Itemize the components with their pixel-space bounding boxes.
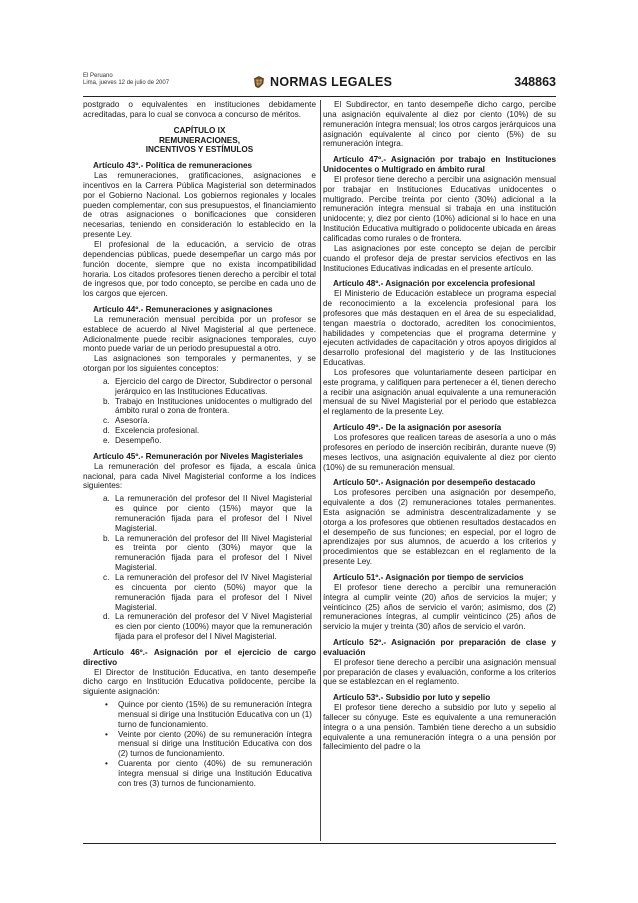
list-item-text: Cuarenta por ciento (40%) de su remuneración íntegra mensual si dirige una Institución Educativa con tres (3) turnos de funcionamiento. — [118, 759, 312, 788]
list-item — [83, 759, 316, 789]
bullet-marker: • — [105, 759, 108, 769]
list-item — [83, 612, 316, 642]
chapter-title-line-2: INCENTIVOS Y ESTÍMULOS — [145, 145, 254, 155]
section-title-text: NORMAS LEGALES — [270, 75, 393, 89]
list-marker: c. — [103, 416, 110, 426]
list-marker: c. — [103, 572, 110, 582]
article-43-title — [83, 161, 316, 171]
article-45-list — [83, 494, 316, 642]
column-divider — [320, 100, 321, 841]
article-44-list — [83, 377, 316, 446]
list-item-text: Excelencia profesional. — [115, 426, 200, 436]
list-item-text: Quince por ciento (15%) de su remuneración íntegra mensual si dirige una Institución Educativa con un (1) turno de funcionamiento. — [118, 700, 312, 729]
list-item — [83, 730, 316, 760]
paragraph: Las asignaciones por este concepto se dejan de percibir cuando el profesor deja de prestar servicios efectivos en las Instituciones Educativas indicadas en el presente artículo. — [323, 243, 556, 273]
article-title-text: Artículo 51º.- Asignación por tiempo de servicios — [333, 572, 524, 582]
coat-of-arms-icon — [253, 76, 265, 88]
list-item-text: La remuneración del profesor del V Nivel Magisterial es cien por ciento (100%) mayor que la remuneración fijada para el profesor del I Nivel Magisterial. — [115, 612, 312, 642]
list-item-text: Desempeño. — [115, 436, 162, 445]
list-item — [83, 700, 316, 730]
list-item-text: Trabajo en Instituciones unidocentes o multigrado del ámbito rural o zona de frontera. — [115, 396, 312, 416]
list-marker: d. — [103, 426, 110, 436]
article-title-text: Artículo 45º.- Remuneración por Niveles Magisteriales — [93, 451, 304, 461]
article-title-text: Artículo 53º.- Subsidio por luto y sepelio — [333, 693, 491, 703]
article-title-text: Artículo 44º.- Remuneraciones y asignaciones — [93, 305, 273, 315]
article-50-title — [323, 478, 556, 488]
bullet-marker: • — [105, 729, 108, 739]
paragraph: Las asignaciones son temporales y permanentes, y se otorgan por los siguientes conceptos: — [83, 354, 316, 374]
bottom-rule — [83, 843, 556, 844]
article-49-title — [323, 423, 556, 433]
list-item-text: Veinte por ciento (20%) de su remuneración íntegra mensual si dirige una Institución Educativa con dos (2) turnos de funcionamiento. — [118, 729, 312, 759]
article-48-title — [323, 279, 556, 289]
list-item-text: Asesoría. — [115, 416, 150, 426]
list-item-text: La remuneración del profesor del III Nivel Magisterial es treinta por ciento (30%) mayor que la remuneración fijada para el profesor del I Nivel Magisterial. — [115, 533, 312, 573]
chapter-title-line-1: REMUNERACIONES, — [159, 135, 240, 145]
masthead — [83, 73, 169, 87]
paragraph: Los profesores perciben una asignación por desempeño, equivalente a dos (2) remuneraciones totales permanentes. Esta asignación se administra descentralizadamente y se otorga a los profesores que obtienen resultados destacados en el desempeño de sus funciones; en especial, por el logro de aprendizajes por sus alumnos, de acuerdo a los criterios y procedimientos que se establezcan en el reglamento de la presente Ley. — [323, 488, 556, 567]
paragraph: El Ministerio de Educación establece un programa especial de reconocimiento a la excelencia profesional para los profesores que más destaquen en el área de su especialidad, tengan maestría o doctorado, acrediten los conocimientos, habilidades y competencias que el programa determine y ejecuten actividades de capacitación y otros apoyos dirigidos al desarrollo profesional del magisterio y de las Instituciones Educativas. — [323, 289, 556, 368]
publisher-name: El Peruano — [83, 73, 113, 79]
list-marker: b. — [103, 396, 110, 406]
list-item-text: La remuneración del profesor del IV Nivel Magisterial es cincuenta por ciento (50%) mayor que la remuneración fijada para el profesor del I Nivel Magisterial. — [115, 572, 312, 612]
paragraph: El Subdirector, en tanto desempeñe dicho cargo, percibe una asignación equivalente al diez por ciento (10%) de su remuneración íntegra mensual; los otros cargos jerárquicos una asignación equivalente al cinco por ciento (5%) de su remuneración íntegra. — [323, 100, 556, 149]
article-51-title — [323, 573, 556, 583]
article-46-list — [83, 700, 316, 789]
article-44-title — [83, 305, 316, 315]
publication-date: Lima, jueves 12 de julio de 2007 — [83, 80, 170, 86]
list-marker: b. — [103, 533, 110, 543]
list-marker: a. — [103, 376, 110, 386]
article-45-title — [83, 452, 316, 462]
list-marker: e. — [103, 436, 110, 445]
paragraph: Los profesores que realicen tareas de asesoría a uno o más profesores en período de inserción recibirán, durante nueve (9) meses lectivos, una asignación equivalente al diez por ciento (10%) de su remuneración mensual. — [323, 433, 556, 472]
list-item — [83, 573, 316, 612]
page-header — [83, 66, 556, 97]
newspaper-page — [83, 66, 556, 788]
paragraph: El Director de Institución Educativa, en tanto desempeñe dicho cargo en Institución Educativa polidocente, percibe la siguiente asignación: — [83, 667, 316, 697]
list-item — [83, 426, 316, 436]
article-title-text: Artículo 49º.- De la asignación por asesoría — [333, 423, 502, 433]
list-item — [83, 397, 316, 417]
article-53-title — [323, 693, 556, 703]
list-marker: d. — [103, 612, 110, 622]
paragraph: El profesor tiene derecho a percibir una asignación mensual por trabajar en Instituciones Educativas unidocentes o multigrado. Percibe treinta por ciento (30%) adicional a la remuneración íntegra mensual si trabaja en una institución unidocente; y, diez por ciento (10%) adicional si lo hace en una Institución Educativa multigrado o polidocente ubicada en áreas calificadas como rurales o de frontera. — [323, 174, 556, 243]
article-title-text: Artículo 50º.- Asignación por desempeño destacado — [333, 478, 536, 488]
paragraph: El profesor tiene derecho a subsidio por luto y sepelio al fallecer su cónyuge. Este es equivalente a una remuneración íntegra o a una pensión. También tiene derecho a un subsidio equivalente a una remuneración íntegra o a una pensión por fallecimiento del padre o la — [323, 703, 556, 752]
article-47-title — [323, 155, 556, 175]
list-item — [83, 436, 316, 446]
chapter-heading — [83, 126, 316, 156]
section-title — [253, 75, 392, 89]
list-item-text: La remuneración del profesor del II Nivel Magisterial es quince por ciento (15%) mayor que la remuneración fijada para el profesor del I Nivel Magisterial. — [115, 494, 312, 533]
page-number: 348863 — [514, 75, 556, 89]
article-title-text: Artículo 48º.- Asignación por excelencia profesional — [333, 279, 535, 289]
paragraph: Las remuneraciones, gratificaciones, asignaciones e incentivos en la Carrera Pública Magisterial son determinados por el Gobierno Nacional. Los gobiernos regionales y locales pueden complementar, con sus presupuestos, el financiamiento de otras asignaciones o bonificaciones que consideren necesarias, teniendo en consideración lo establecido en la presente Ley. — [83, 171, 316, 240]
list-marker: a. — [103, 494, 110, 504]
paragraph: postgrado o equivalentes en instituciones debidamente acreditadas, para lo cual se convoca a concurso de méritos. — [83, 100, 316, 119]
article-title-text: Artículo 43º.- Política de remuneraciones — [93, 161, 253, 171]
right-column — [323, 100, 556, 841]
list-item-text: Ejercicio del cargo de Director, Subdirector o personal jerárquico en las Instituciones Educativas. — [115, 376, 312, 396]
paragraph: La remuneración mensual percibida por un profesor se establece de acuerdo al Nivel Magisterial al que pertenece. Adicionalmente puede recibir asignaciones temporales, cuyo monto puede variar de un periodo presupuestal a otro. — [83, 314, 316, 354]
paragraph: Los profesores que voluntariamente deseen participar en este programa, y califiquen para pertenecer a él, tienen derecho a recibir una asignación anual equivalente a una remuneración mensual de su Nivel Magisterial por el periodo que establezca el reglamento de la presente Ley. — [323, 367, 556, 417]
chapter-number: CAPÍTULO IX — [173, 125, 226, 135]
list-item — [83, 494, 316, 533]
bullet-marker: • — [105, 700, 108, 710]
paragraph: El profesional de la educación, a servicio de otras dependencias públicas, puede desempeñar un cargo más por función docente, siempre que no exista incompatibilidad horaria. Los citados profesores tienen derecho a percibir el total de ingresos que, por todo concepto, se percibe en cada uno de los cargos que ejercen. — [83, 239, 316, 299]
paragraph: El profesor tiene derecho a percibir una remuneración íntegra al cumplir veinte (20) años de servicios la mujer; y veinticinco (25) años de servicio el varón; asimismo, dos (2) remuneraciones íntegras, al cumplir veinticinco (25) años de servicio la mujer y treinta (30) años de servicio el varón. — [323, 582, 556, 632]
paragraph: El profesor tiene derecho a percibir una asignación mensual por preparación de clases y evaluación, conforme a los criterios que se establezcan en el reglamento. — [323, 657, 556, 687]
article-title-text: Artículo 46º.- Asignación por el ejercicio de cargo directivo — [83, 647, 316, 667]
article-title-text: Artículo 47º.- Asignación por trabajo en Instituciones Unidocentes o Multigrado en ámbito rural — [323, 155, 556, 175]
article-title-text: Artículo 52º.- Asignación por preparación de clase y evaluación — [323, 638, 556, 657]
list-item — [83, 534, 316, 573]
list-item — [83, 377, 316, 397]
paragraph: La remuneración del profesor es fijada, a escala única nacional, para cada Nivel Magisterial conforme a los índices siguientes: — [83, 461, 316, 491]
article-52-title — [323, 638, 556, 658]
list-item — [83, 416, 316, 426]
article-46-title — [83, 648, 316, 668]
left-column — [83, 100, 316, 841]
